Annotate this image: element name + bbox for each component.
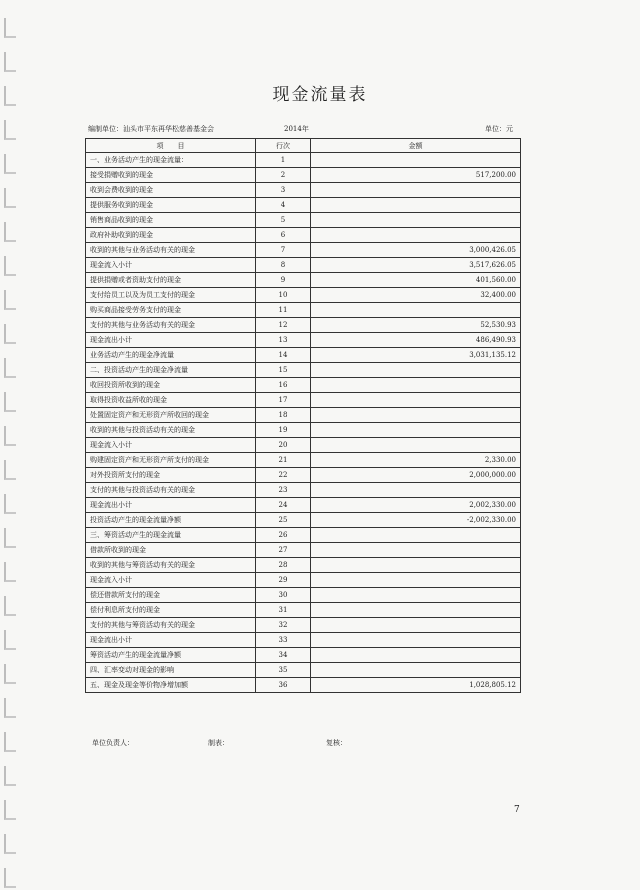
punch-mark (4, 426, 16, 446)
row-label: 现金流出小计 (86, 333, 256, 348)
table-row (86, 363, 521, 378)
row-amount (311, 483, 521, 498)
row-line-number: 7 (256, 243, 311, 258)
punch-mark (4, 494, 16, 514)
punch-mark (4, 698, 16, 718)
row-amount (311, 648, 521, 663)
row-line-number: 33 (256, 633, 311, 648)
row-line-number: 6 (256, 228, 311, 243)
punch-mark (4, 358, 16, 378)
punch-mark (4, 256, 16, 276)
table-row (86, 213, 521, 228)
table-row (86, 528, 521, 543)
row-line-number: 25 (256, 513, 311, 528)
column-header-amount: 金额 (311, 139, 521, 153)
cash-flow-table (85, 138, 521, 693)
row-line-number: 24 (256, 498, 311, 513)
row-line-number: 14 (256, 348, 311, 363)
row-label: 收到的其他与筹资活动有关的现金 (86, 558, 256, 573)
row-label: 现金流入小计 (86, 258, 256, 273)
punch-mark (4, 766, 16, 786)
row-label: 借款所收到的现金 (86, 543, 256, 558)
row-amount: 2,000,000.00 (311, 468, 521, 483)
table-row (86, 228, 521, 243)
table-row (86, 378, 521, 393)
principal-label: 单位负责人： (92, 739, 134, 747)
row-label: 销售商品收到的现金 (86, 213, 256, 228)
row-label: 投资活动产生的现金流量净额 (86, 513, 256, 528)
row-line-number: 35 (256, 663, 311, 678)
row-amount: 401,560.00 (311, 273, 521, 288)
row-line-number: 19 (256, 423, 311, 438)
row-amount (311, 378, 521, 393)
row-label: 处置固定资产和无形资产所收回的现金 (86, 408, 256, 423)
row-line-number: 3 (256, 183, 311, 198)
table-row (86, 663, 521, 678)
row-label: 收到会费收到的现金 (86, 183, 256, 198)
table-row (86, 678, 521, 693)
row-amount: -2,002,330.00 (311, 513, 521, 528)
row-amount: 3,517,626.05 (311, 258, 521, 273)
row-amount: 3,000,426.05 (311, 243, 521, 258)
row-label: 偿还借款所支付的现金 (86, 588, 256, 603)
table-row (86, 318, 521, 333)
row-amount (311, 183, 521, 198)
seal-mark (624, 430, 638, 520)
punch-mark (4, 18, 16, 38)
row-label: 偿付利息所支付的现金 (86, 603, 256, 618)
table-row (86, 243, 521, 258)
punch-mark (4, 154, 16, 174)
table-row (86, 438, 521, 453)
row-amount (311, 408, 521, 423)
row-line-number: 1 (256, 153, 311, 168)
row-amount (311, 198, 521, 213)
row-label: 现金流入小计 (86, 438, 256, 453)
table-row (86, 513, 521, 528)
table-header-row (86, 139, 521, 153)
punch-mark (4, 52, 16, 72)
table-row (86, 618, 521, 633)
table-row (86, 393, 521, 408)
page-number: 7 (514, 805, 520, 815)
punch-mark (4, 392, 16, 412)
table-row (86, 348, 521, 363)
table-row (86, 288, 521, 303)
punch-mark (4, 222, 16, 242)
row-label: 一、业务活动产生的现金流量： (86, 153, 256, 168)
row-line-number: 28 (256, 558, 311, 573)
row-label: 筹资活动产生的现金流量净额 (86, 648, 256, 663)
table-row (86, 498, 521, 513)
table-row (86, 333, 521, 348)
row-amount (311, 543, 521, 558)
punch-mark (4, 732, 16, 752)
row-line-number: 16 (256, 378, 311, 393)
table-row (86, 468, 521, 483)
row-label: 支付的其他与投资活动有关的现金 (86, 483, 256, 498)
row-line-number: 27 (256, 543, 311, 558)
punch-mark (4, 188, 16, 208)
row-label: 提供捐赠或者资助支付的现金 (86, 273, 256, 288)
row-label: 现金流入小计 (86, 573, 256, 588)
row-line-number: 12 (256, 318, 311, 333)
table-row (86, 258, 521, 273)
row-amount (311, 603, 521, 618)
column-header-item: 项 目 (86, 139, 256, 153)
table-row (86, 153, 521, 168)
row-line-number: 23 (256, 483, 311, 498)
row-amount: 52,530.93 (311, 318, 521, 333)
row-amount: 3,031,135.12 (311, 348, 521, 363)
row-label: 收到的其他与投资活动有关的现金 (86, 423, 256, 438)
compiling-unit: 编制单位：汕头市平东再华松慈善基金会 (88, 125, 214, 133)
row-amount (311, 438, 521, 453)
row-line-number: 29 (256, 573, 311, 588)
punch-mark (4, 834, 16, 854)
row-label: 现金流出小计 (86, 498, 256, 513)
row-amount (311, 363, 521, 378)
row-line-number: 18 (256, 408, 311, 423)
row-line-number: 22 (256, 468, 311, 483)
row-amount: 517,200.00 (311, 168, 521, 183)
row-line-number: 11 (256, 303, 311, 318)
punch-mark (4, 528, 16, 548)
table-row (86, 183, 521, 198)
punch-mark (4, 324, 16, 344)
row-line-number: 20 (256, 438, 311, 453)
row-amount (311, 228, 521, 243)
table-row (86, 633, 521, 648)
table-row (86, 198, 521, 213)
row-label: 收到的其他与业务活动有关的现金 (86, 243, 256, 258)
punch-mark (4, 800, 16, 820)
table-row (86, 453, 521, 468)
row-label: 购买商品接受劳务支付的现金 (86, 303, 256, 318)
row-label: 支付的其他与业务活动有关的现金 (86, 318, 256, 333)
row-line-number: 2 (256, 168, 311, 183)
row-amount: 486,490.93 (311, 333, 521, 348)
table-row (86, 423, 521, 438)
row-label: 二、投资活动产生的现金净流量 (86, 363, 256, 378)
row-amount (311, 213, 521, 228)
row-line-number: 30 (256, 588, 311, 603)
preparer-label: 制表： (208, 739, 229, 747)
row-line-number: 21 (256, 453, 311, 468)
row-amount (311, 303, 521, 318)
row-label: 支付给员工以及为员工支付的现金 (86, 288, 256, 303)
row-amount (311, 393, 521, 408)
punch-mark (4, 596, 16, 616)
table-row (86, 558, 521, 573)
row-label: 购建固定资产和无形资产所支付的现金 (86, 453, 256, 468)
punch-mark (4, 290, 16, 310)
table-row (86, 588, 521, 603)
row-amount (311, 573, 521, 588)
row-label: 取得投资收益所收的现金 (86, 393, 256, 408)
row-line-number: 5 (256, 213, 311, 228)
table-row (86, 168, 521, 183)
currency-unit: 单位：元 (485, 125, 513, 133)
row-line-number: 15 (256, 363, 311, 378)
row-line-number: 32 (256, 618, 311, 633)
table-row (86, 303, 521, 318)
table-row (86, 273, 521, 288)
column-header-line: 行次 (256, 139, 311, 153)
row-amount (311, 663, 521, 678)
reviewer-label: 复核： (326, 739, 347, 747)
row-label: 五、现金及现金等价物净增加额 (86, 678, 256, 693)
row-label: 提供服务收到的现金 (86, 198, 256, 213)
table-row (86, 603, 521, 618)
row-amount (311, 588, 521, 603)
row-amount: 32,400.00 (311, 288, 521, 303)
row-amount: 2,330.00 (311, 453, 521, 468)
punch-mark (4, 562, 16, 582)
punch-mark (4, 664, 16, 684)
row-label: 收回投资所收到的现金 (86, 378, 256, 393)
page-title: 现金流量表 (272, 85, 368, 105)
row-line-number: 31 (256, 603, 311, 618)
row-line-number: 8 (256, 258, 311, 273)
row-line-number: 26 (256, 528, 311, 543)
row-line-number: 4 (256, 198, 311, 213)
table-row (86, 573, 521, 588)
punch-mark (4, 868, 16, 888)
row-label: 政府补助收到的现金 (86, 228, 256, 243)
row-label: 三、筹资活动产生的现金流量 (86, 528, 256, 543)
row-amount: 2,002,330.00 (311, 498, 521, 513)
row-line-number: 17 (256, 393, 311, 408)
punch-mark (4, 460, 16, 480)
row-line-number: 10 (256, 288, 311, 303)
row-amount (311, 423, 521, 438)
row-amount (311, 633, 521, 648)
row-line-number: 13 (256, 333, 311, 348)
row-label: 四、汇率变动对现金的影响 (86, 663, 256, 678)
row-label: 现金流出小计 (86, 633, 256, 648)
row-line-number: 34 (256, 648, 311, 663)
row-line-number: 36 (256, 678, 311, 693)
row-label: 业务活动产生的现金净流量 (86, 348, 256, 363)
punch-mark (4, 630, 16, 650)
row-amount (311, 153, 521, 168)
row-amount (311, 618, 521, 633)
row-amount (311, 528, 521, 543)
row-label: 接受捐赠收到的现金 (86, 168, 256, 183)
row-amount (311, 558, 521, 573)
report-year: 2014年 (284, 125, 309, 133)
row-amount: 1,028,805.12 (311, 678, 521, 693)
row-line-number: 9 (256, 273, 311, 288)
punch-mark (4, 120, 16, 140)
table-row (86, 543, 521, 558)
table-row (86, 648, 521, 663)
table-row (86, 408, 521, 423)
row-label: 对外投资所支付的现金 (86, 468, 256, 483)
table-row (86, 483, 521, 498)
row-label: 支付的其他与筹资活动有关的现金 (86, 618, 256, 633)
